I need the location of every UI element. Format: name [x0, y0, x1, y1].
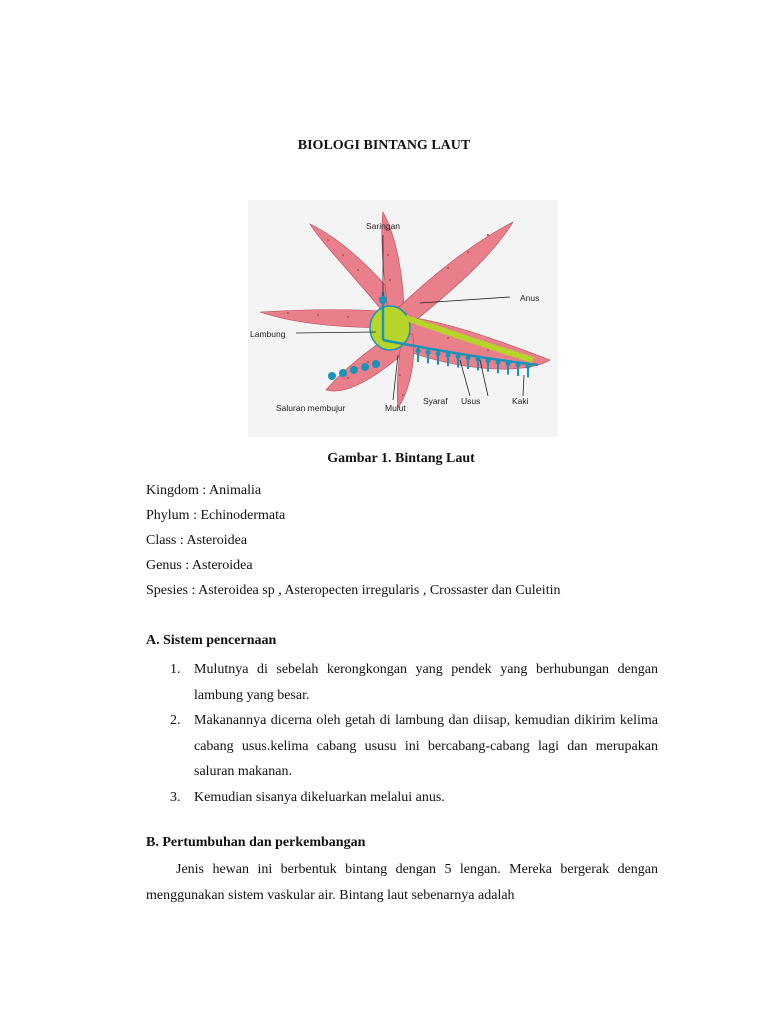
arm-upper-right [398, 222, 513, 320]
section-a-heading: A. Sistem pencernaan [146, 633, 277, 648]
list-item-number: 1. [170, 662, 181, 677]
skin-spot [447, 337, 449, 339]
skin-spot [467, 251, 469, 253]
document-title: BIOLOGI BINTANG LAUT [297, 138, 471, 153]
ampulla [426, 350, 431, 355]
list-item-text: Kemudian sisanya dikeluarkan melalui anus. [194, 789, 445, 805]
label-saluran: Saluran membujur [276, 403, 346, 413]
section-b-heading: B. Pertumbuhan dan perkembangan [146, 835, 366, 850]
list-item-text: Makanannya dicerna oleh getah di lambung dan diisap, kemudian dikirim kelima cabang usus.kelima cabang ususu ini bercabang-cabang lagi dan merupakan saluran makanan. [194, 713, 658, 779]
skin-spot [487, 349, 489, 351]
label-saringan: Saringan [366, 221, 401, 231]
ampulla [516, 363, 521, 368]
skin-spot [402, 394, 404, 396]
taxonomy-kingdom: Kingdom : Animalia [146, 483, 262, 498]
ampulla [476, 357, 481, 362]
ampulla [466, 356, 471, 361]
skin-spot [342, 254, 344, 256]
list-item-number: 3. [170, 789, 181, 805]
taxonomy-phylum: Phylum : Echinodermata [146, 508, 286, 523]
list-item-text: Mulutnya di sebelah kerongkongan yang pendek yang berhubungan dengan lambung yang besar. [194, 662, 658, 703]
figure-caption: Gambar 1. Bintang Laut [327, 451, 475, 466]
ampulla [436, 351, 441, 356]
ampulla [496, 360, 501, 365]
starfish-diagram [248, 200, 558, 437]
list-item-number: 2. [170, 713, 181, 728]
ampulla [526, 364, 531, 369]
skin-spot [387, 254, 389, 256]
ampulla [486, 358, 491, 363]
label-kaki: Kaki [512, 396, 529, 406]
ampulla [372, 360, 380, 368]
list-item [146, 657, 658, 708]
ampulla [328, 372, 336, 380]
list-item [146, 785, 658, 811]
starfish-body [260, 212, 550, 408]
sieve-plate [379, 296, 387, 304]
taxonomy-species: Spesies : Asteroidea sp , Asteropecten irregularis , Crossaster dan Culeitin [146, 583, 561, 598]
skin-spot [317, 314, 319, 316]
label-lambung: Lambung [250, 329, 286, 339]
skin-spot [287, 312, 289, 314]
skin-spot [447, 267, 449, 269]
taxonomy-list [146, 483, 560, 608]
skin-spot [389, 279, 391, 281]
skin-spot [487, 234, 489, 236]
skin-spot [367, 361, 369, 363]
skin-spot [399, 374, 401, 376]
starfish-figure [248, 200, 558, 437]
ampulla [339, 369, 347, 377]
taxonomy-class: Class : Asteroidea [146, 533, 248, 548]
skin-spot [347, 377, 349, 379]
ampulla [350, 366, 358, 374]
ampulla [416, 349, 421, 354]
label-usus: Usus [461, 396, 481, 406]
ampulla [361, 363, 369, 371]
label-anus: Anus [520, 293, 540, 303]
label-mulut: Mulut [385, 403, 406, 413]
skin-spot [327, 239, 329, 241]
skin-spot [347, 316, 349, 318]
skin-spot [357, 269, 359, 271]
ampulla [506, 361, 511, 366]
taxonomy-genus: Genus : Asteroidea [146, 558, 253, 573]
ampulla [456, 354, 461, 359]
ampulla [446, 353, 451, 358]
list-item [146, 708, 658, 785]
digestion-steps [146, 657, 658, 810]
section-b-paragraph: Jenis hewan ini berbentuk bintang dengan 5 lengan. Mereka bergerak dengan menggunakan sistem vaskular air. Bintang laut sebenarnya adalah [146, 862, 658, 903]
label-syaraf: Syaraf [423, 396, 448, 406]
